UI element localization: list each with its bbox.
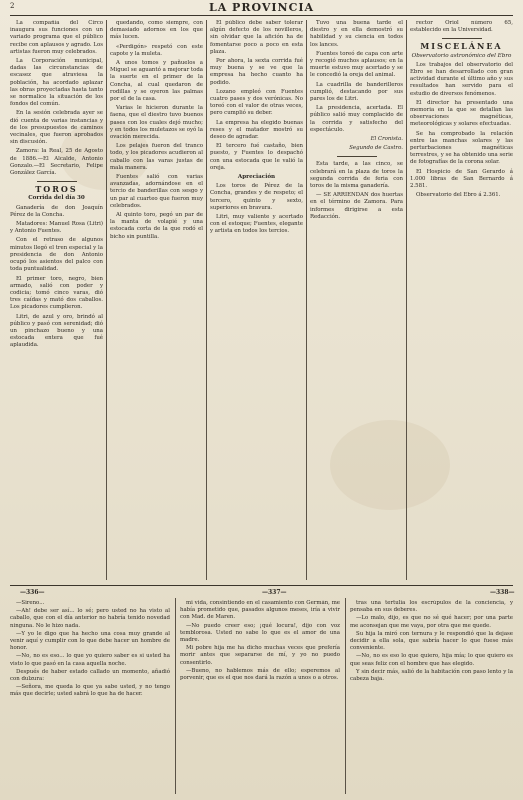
divider	[442, 38, 482, 39]
column-1	[10, 20, 103, 580]
paragraph: Los toros de Pérez de la Concha, grandes y de respeto; el tercero, quinto y sexto, superiores en bravura.	[210, 183, 303, 211]
column-3	[210, 20, 303, 580]
paragraph: A unos tomos y pañuelos a Miguel se aguantó a mejorar toda la suerte en el primer de la Concha, al cual quedaron de rodillas y se oyeron las palmas por el de la casa.	[110, 60, 203, 103]
paragraph: La empresa ha elegido buenas reses y el matador mostró su deseo de agradar.	[210, 119, 303, 141]
paragraph: Su hija la miró con ternura y le respondió que la dejase decidir a ella sola, que sabría hacer lo que fuese más conveniente.	[350, 630, 513, 652]
paragraph: —No puedo creer eso; ¡qué locura!, dijo con voz temblorosa. Usted no sabe lo que es el amor de una madre.	[180, 622, 340, 644]
column-4	[310, 20, 403, 580]
column-5	[410, 20, 513, 580]
subhead-apreciacion: Apreciación	[237, 174, 276, 181]
paragraph: Al quinto toro, pegó un par de la manta de volapié y una estocada corta de la que rodó el bicho sin puntilla.	[110, 212, 203, 240]
paragraph: —Ah! debe ser así... lo sé; pero usted no ha visto al caballo, que con el día anterior no habría tenido novedad ninguna. No le hizo nada.	[10, 608, 170, 629]
paragraph: El director ha presentado una memoria en la que se detallan las observaciones magnéticas, meteorológicas y solares efectuadas.	[410, 99, 513, 128]
paragraph: «Perdigón» respetó con este capote y la muleta.	[110, 43, 203, 57]
paragraph: Litri, de azul y oro, brindó al público y pasó con serenidad; dió un pinchazo bueno y una estocada entera que fué aplaudida.	[10, 313, 103, 349]
paragraph: Varias le hicieron durante la faena, que el diestro tuvo buenos pases con los cuales dejó mucho; y en todos los muletazos se oyó la ovación merecida.	[110, 105, 203, 141]
section-subtitle: Observatorio astronómico del Ebro	[411, 52, 512, 59]
paragraph: El primer toro, negro, bien armado, salió con poder y codicia; tomó cinco varas, dió tres caídas y mató dos caballos. Los picadores cumplieron.	[10, 275, 103, 311]
paragraph: Fuentes salió con varias avanzadas, adornándose en el tercio de banderillas con sesgo y un par al cuarteo que fueron muy celebrados.	[110, 174, 203, 209]
paragraph: Ganadería de don Joaquín Pérez de la Concha.	[10, 204, 103, 218]
signature-line: El Cronista.	[370, 136, 403, 143]
folio-left: —336—	[20, 589, 45, 596]
page-header	[10, 2, 513, 16]
paragraph: El público debe saber tolerar algún defecto de los novilleros, sin olvidar que la afición ha de fomentarse poco a poco en esta plaza.	[210, 20, 303, 55]
paragraph: —No, no es eso lo que quiero, hija mía; lo que quiero es que seas feliz con el hombre que has elegido.	[350, 653, 513, 667]
paragraph: Tuvo una buena tarde el diestro y en ella demostró su habilidad y su ciencia en todos los lances.	[310, 20, 403, 48]
paragraph: Fuentes toreó de capa con arte y recogió muchos aplausos; en la muerte estuvo muy acertado y se le concedió la oreja del animal.	[310, 50, 403, 79]
paragraph: —No, no es eso... lo que yo quiero saber es si usted ha visto lo que pasó en la casa aquella noche.	[10, 653, 170, 667]
column-rule	[106, 20, 107, 580]
paragraph: Esta tarde, a las cinco, se celebrará en la plaza de toros la segunda corrida de feria con toros de la misma ganadería.	[310, 161, 403, 190]
paragraph: La Corporación municipal, dadas las circunstancias de escasez que atraviesa la población, ha acordado aplazar las obras proyectadas hasta tanto se normalice la situación de los fondos del común.	[10, 58, 103, 108]
section-title-toros: TOROS	[35, 184, 78, 195]
paragraph: Mi pobre hija me ha dicho muchas veces que prefería morir antes que separarse de mí, y yo no puedo consentirlo.	[180, 645, 340, 666]
section-title-miscelanea: MISCELÁNEA	[420, 41, 503, 52]
signature-line: Segundo de Castro.	[349, 145, 403, 152]
paragraph: El tercero fué castaño, bien puesto, y Fuentes lo despachó con una estocada que le valió la oreja.	[210, 143, 303, 171]
paragraph: Litri, muy valiente y acertado con el estoque; Fuentes, elegante y artista en todos los tercios.	[210, 214, 303, 235]
paragraph: El Hospicio de San Gerardo á 1.000 libras de San Bernardo á 2.581.	[410, 168, 513, 190]
newspaper-title: LA PROVINCIA	[208, 1, 315, 14]
paragraph: La presidencia, acertada. El público salió muy complacido de la corrida y satisfecho del espectáculo.	[310, 105, 403, 133]
paragraph: La compañía del Circo inaugura sus funciones con un variado programa que el público recibe con aplausos y agrado. Los artistas fueron muy celebrados.	[10, 20, 103, 55]
paragraph: Observatorio del Ebro á 2.361.	[416, 192, 501, 199]
column-rule	[206, 20, 207, 580]
paragraph: Con el retraso de algunos minutos llegó el tren especial y la presidencia de don Antonio ocupó los asientos del palco con toda puntualidad.	[10, 237, 103, 273]
folio-right: —338—	[490, 589, 515, 596]
column-2	[110, 20, 203, 580]
divider	[337, 156, 377, 157]
paragraph: Los trabajos del observatorio del Ebro se han desarrollado con gran actividad durante el último año y sus resultados han servido para el estudio de diversos fenómenos.	[410, 61, 513, 97]
column-rule	[175, 598, 176, 794]
paragraph: — SE ARRIENDAN dos huertas en el término de Zamora. Para informes dirigirse a esta Redacción.	[310, 192, 403, 220]
paragraph: rector Oriol número 65, establecido en la Universidad.	[410, 20, 513, 34]
paragraph: —Señora, me queda lo que ya sabe usted, y no tengo más que decirle; usted sabrá lo que ha de hacer.	[10, 684, 170, 698]
paragraph: Y sin decir más, salió de la habitación con paso lento y la cabeza baja.	[350, 668, 513, 683]
paragraph: —Y yo le digo que ha hecho una cosa muy grande al venir aquí y cumplir con lo que debe hacer un hombre de honor.	[10, 630, 170, 652]
column-rule	[306, 20, 307, 580]
paragraph: —Sireno...	[16, 600, 45, 606]
paragraph: Matadores: Manuel Rosa (Litri) y Antonio Fuentes.	[10, 221, 103, 235]
subhead-corrida: Corrida del día 30	[28, 195, 85, 202]
paragraph: —Bueno, no hablemos más de ello; esperemos al porvenir, que es el que nos dará la razón a unos o a otros.	[180, 667, 340, 682]
paragraph: Lozano empleó con Fuentes cuatro pases y dos verónicas. No toreó con el valor de otras veces, pero cumplió su deber.	[210, 88, 303, 117]
paragraph: Zamora: la Real, 25 de Agosto de 1886.—El Alcalde, Antonio Gonzalo.—El Secretario, Felipe González García.	[10, 148, 103, 177]
paragraph: Los pelajes fueron del tranco todo, y los picadores acudieron al caballo con las varas justas de mala manera.	[110, 143, 203, 171]
column-rule	[345, 598, 346, 794]
paragraph: quedando, como siempre, con demasiado adornos en los que más lucen.	[110, 20, 203, 41]
feuilleton-column-1	[10, 600, 170, 795]
paragraph: En la sesión celebrada ayer se dió cuenta de varias instancias y de los presupuestos de caminos vecinales, que fueron aprobados sin discusión.	[10, 110, 103, 146]
paragraph: tras una tertulia los escrúpulos de la conciencia, y pensaba en sus deberes.	[350, 600, 513, 614]
divider	[37, 181, 77, 182]
page-number: 2	[10, 2, 15, 10]
paragraph: La cuadrilla de banderilleros cumplió, destacando por sus pares los de Litri.	[310, 81, 403, 103]
feuilleton-column-2	[180, 600, 340, 795]
paragraph: Después de haber estado callado un momento, añadió con dulzura:	[10, 668, 170, 683]
column-rule	[406, 20, 407, 580]
paragraph: —Lo malo, dijo, es que no sé qué hacer; por una parte me aconsejan que me vaya, por otra que me quede.	[350, 615, 513, 629]
feuilleton-rule	[10, 585, 513, 586]
folio-middle: —337—	[262, 589, 287, 596]
paragraph: Por ahora, la sexta corrida fué muy buena y se ve que la empresa ha hecho cuanto ha podido.	[210, 58, 303, 86]
paragraph: Se ha comprobado la relación entre las manchas solares y las perturbaciones magnéticas terrestres, y se ha obtenido una serie de fotografías de la corona solar.	[410, 130, 513, 166]
feuilleton-column-3	[350, 600, 513, 795]
paragraph: mi vida, consintiendo en el casamiento con Germán, me había prometido que, pasados algunos meses, iría a vivir con Mad. de Maren.	[180, 600, 340, 621]
